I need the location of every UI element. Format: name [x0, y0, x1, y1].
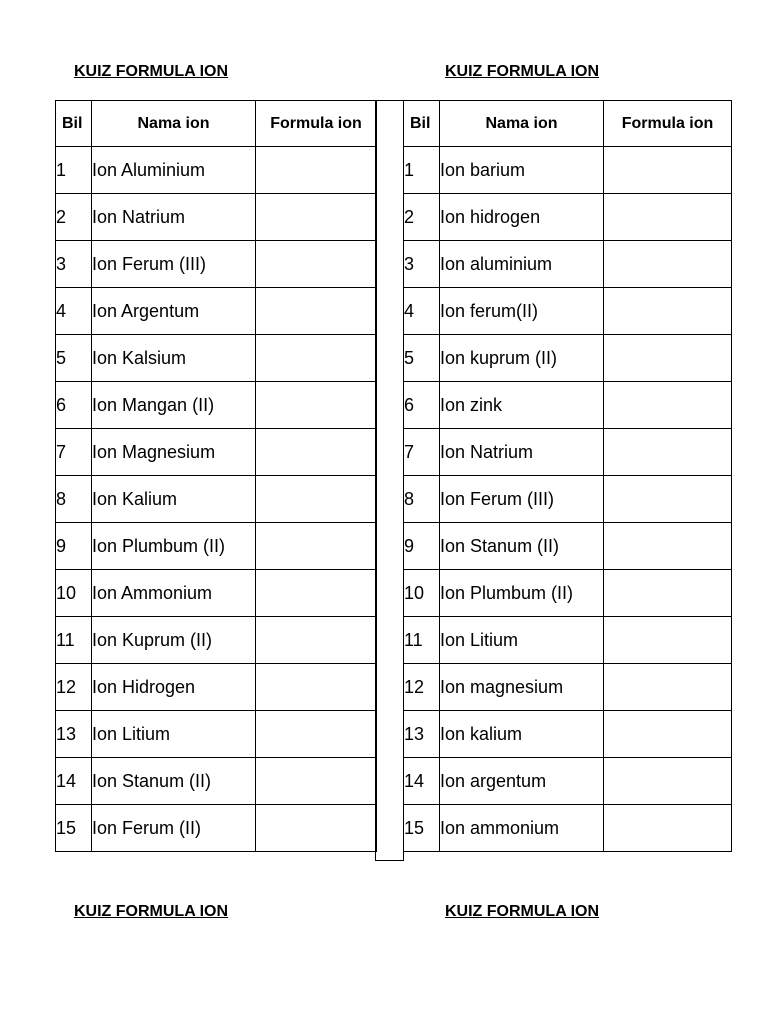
column-header-nama-ion: Nama ion	[440, 101, 604, 147]
table-row	[404, 570, 732, 617]
formula-answer-cell[interactable]	[604, 429, 732, 476]
column-header-nama-ion: Nama ion	[92, 101, 256, 147]
ion-name: Ion Natrium	[440, 429, 604, 476]
table-row	[56, 805, 377, 852]
row-number: 1	[56, 147, 92, 194]
row-number: 2	[404, 194, 440, 241]
quiz-title-bottom-left: KUIZ FORMULA ION	[74, 903, 229, 920]
table-row	[404, 288, 732, 335]
formula-answer-cell[interactable]	[604, 147, 732, 194]
table-row	[56, 147, 377, 194]
table-row	[404, 805, 732, 852]
ion-name: Ion Litium	[92, 711, 256, 758]
ion-name: Ion Ammonium	[92, 570, 256, 617]
column-header-formula-ion: Formula ion	[604, 101, 732, 147]
formula-answer-cell[interactable]	[256, 570, 377, 617]
ion-name: Ion Kalsium	[92, 335, 256, 382]
quiz-title-top-left: KUIZ FORMULA ION	[74, 63, 229, 80]
formula-answer-cell[interactable]	[604, 805, 732, 852]
row-number: 13	[404, 711, 440, 758]
row-number: 9	[56, 523, 92, 570]
table-row	[56, 382, 377, 429]
ion-name: Ion ferum(II)	[440, 288, 604, 335]
table-row	[56, 570, 377, 617]
ion-name: Ion aluminium	[440, 241, 604, 288]
row-number: 7	[56, 429, 92, 476]
formula-answer-cell[interactable]	[604, 241, 732, 288]
formula-answer-cell[interactable]	[604, 476, 732, 523]
ion-name: Ion magnesium	[440, 664, 604, 711]
row-number: 10	[56, 570, 92, 617]
quiz-title-top-right: KUIZ FORMULA ION	[445, 63, 600, 80]
table-header-row	[56, 101, 377, 147]
column-header-formula-ion: Formula ion	[256, 101, 377, 147]
row-number: 3	[56, 241, 92, 288]
formula-answer-cell[interactable]	[256, 758, 377, 805]
ion-name: Ion Hidrogen	[92, 664, 256, 711]
quiz-title-bottom-right: KUIZ FORMULA ION	[445, 903, 600, 920]
table-row	[56, 288, 377, 335]
formula-answer-cell[interactable]	[604, 288, 732, 335]
table-row	[56, 617, 377, 664]
formula-answer-cell[interactable]	[604, 617, 732, 664]
table-row	[56, 758, 377, 805]
table-row	[404, 664, 732, 711]
ion-name: Ion Aluminium	[92, 147, 256, 194]
row-number: 5	[56, 335, 92, 382]
row-number: 4	[404, 288, 440, 335]
row-number: 5	[404, 335, 440, 382]
ion-name: Ion Mangan (II)	[92, 382, 256, 429]
column-header-bil: Bil	[404, 101, 440, 147]
ion-name: Ion hidrogen	[440, 194, 604, 241]
formula-answer-cell[interactable]	[256, 288, 377, 335]
formula-answer-cell[interactable]	[604, 664, 732, 711]
row-number: 14	[56, 758, 92, 805]
table-row	[56, 523, 377, 570]
ion-name: Ion Ferum (III)	[440, 476, 604, 523]
table-row	[404, 194, 732, 241]
row-number: 10	[404, 570, 440, 617]
formula-answer-cell[interactable]	[256, 664, 377, 711]
row-number: 6	[56, 382, 92, 429]
ion-name: Ion Plumbum (II)	[440, 570, 604, 617]
formula-answer-cell[interactable]	[256, 476, 377, 523]
table-row	[404, 429, 732, 476]
row-number: 2	[56, 194, 92, 241]
table-row	[56, 241, 377, 288]
row-number: 12	[56, 664, 92, 711]
formula-answer-cell[interactable]	[604, 711, 732, 758]
row-number: 4	[56, 288, 92, 335]
ion-name: Ion Plumbum (II)	[92, 523, 256, 570]
formula-answer-cell[interactable]	[256, 335, 377, 382]
table-row	[404, 711, 732, 758]
ion-name: Ion kuprum (II)	[440, 335, 604, 382]
table-row	[56, 429, 377, 476]
table-row	[404, 758, 732, 805]
ion-name: Ion Ferum (II)	[92, 805, 256, 852]
quiz-table-left	[55, 100, 377, 852]
ion-name: Ion Natrium	[92, 194, 256, 241]
row-number: 15	[404, 805, 440, 852]
ion-name: Ion argentum	[440, 758, 604, 805]
row-number: 12	[404, 664, 440, 711]
row-number: 15	[56, 805, 92, 852]
ion-name: Ion zink	[440, 382, 604, 429]
formula-answer-cell[interactable]	[604, 523, 732, 570]
row-number: 1	[404, 147, 440, 194]
table-row	[404, 617, 732, 664]
row-number: 11	[404, 617, 440, 664]
ion-name: Ion Litium	[440, 617, 604, 664]
ion-name: Ion Stanum (II)	[92, 758, 256, 805]
ion-name: Ion Ferum (III)	[92, 241, 256, 288]
column-header-bil: Bil	[56, 101, 92, 147]
quiz-table-right	[403, 100, 732, 852]
table-gap-column	[375, 100, 404, 861]
row-number: 11	[56, 617, 92, 664]
formula-answer-cell[interactable]	[604, 194, 732, 241]
formula-answer-cell[interactable]	[256, 194, 377, 241]
ion-name: Ion ammonium	[440, 805, 604, 852]
ion-name: Ion Kuprum (II)	[92, 617, 256, 664]
formula-answer-cell[interactable]	[256, 711, 377, 758]
table-header-row	[404, 101, 732, 147]
ion-name: Ion Stanum (II)	[440, 523, 604, 570]
row-number: 13	[56, 711, 92, 758]
formula-answer-cell[interactable]	[256, 617, 377, 664]
formula-answer-cell[interactable]	[604, 570, 732, 617]
table-row	[56, 476, 377, 523]
ion-name: Ion Kalium	[92, 476, 256, 523]
table-row	[56, 194, 377, 241]
formula-answer-cell[interactable]	[256, 805, 377, 852]
row-number: 7	[404, 429, 440, 476]
row-number: 14	[404, 758, 440, 805]
table-row	[56, 711, 377, 758]
row-number: 3	[404, 241, 440, 288]
row-number: 8	[404, 476, 440, 523]
table-row	[56, 664, 377, 711]
formula-answer-cell[interactable]	[256, 429, 377, 476]
row-number: 8	[56, 476, 92, 523]
table-row	[404, 382, 732, 429]
row-number: 9	[404, 523, 440, 570]
formula-answer-cell[interactable]	[604, 335, 732, 382]
formula-answer-cell[interactable]	[256, 147, 377, 194]
table-row	[404, 241, 732, 288]
table-row	[404, 523, 732, 570]
ion-name: Ion barium	[440, 147, 604, 194]
formula-answer-cell[interactable]	[604, 382, 732, 429]
ion-name: Ion Magnesium	[92, 429, 256, 476]
formula-answer-cell[interactable]	[256, 241, 377, 288]
formula-answer-cell[interactable]	[256, 523, 377, 570]
ion-name: Ion Argentum	[92, 288, 256, 335]
formula-answer-cell[interactable]	[256, 382, 377, 429]
table-row	[404, 335, 732, 382]
table-row	[404, 476, 732, 523]
formula-answer-cell[interactable]	[604, 758, 732, 805]
table-row	[56, 335, 377, 382]
ion-name: Ion kalium	[440, 711, 604, 758]
table-row	[404, 147, 732, 194]
row-number: 6	[404, 382, 440, 429]
